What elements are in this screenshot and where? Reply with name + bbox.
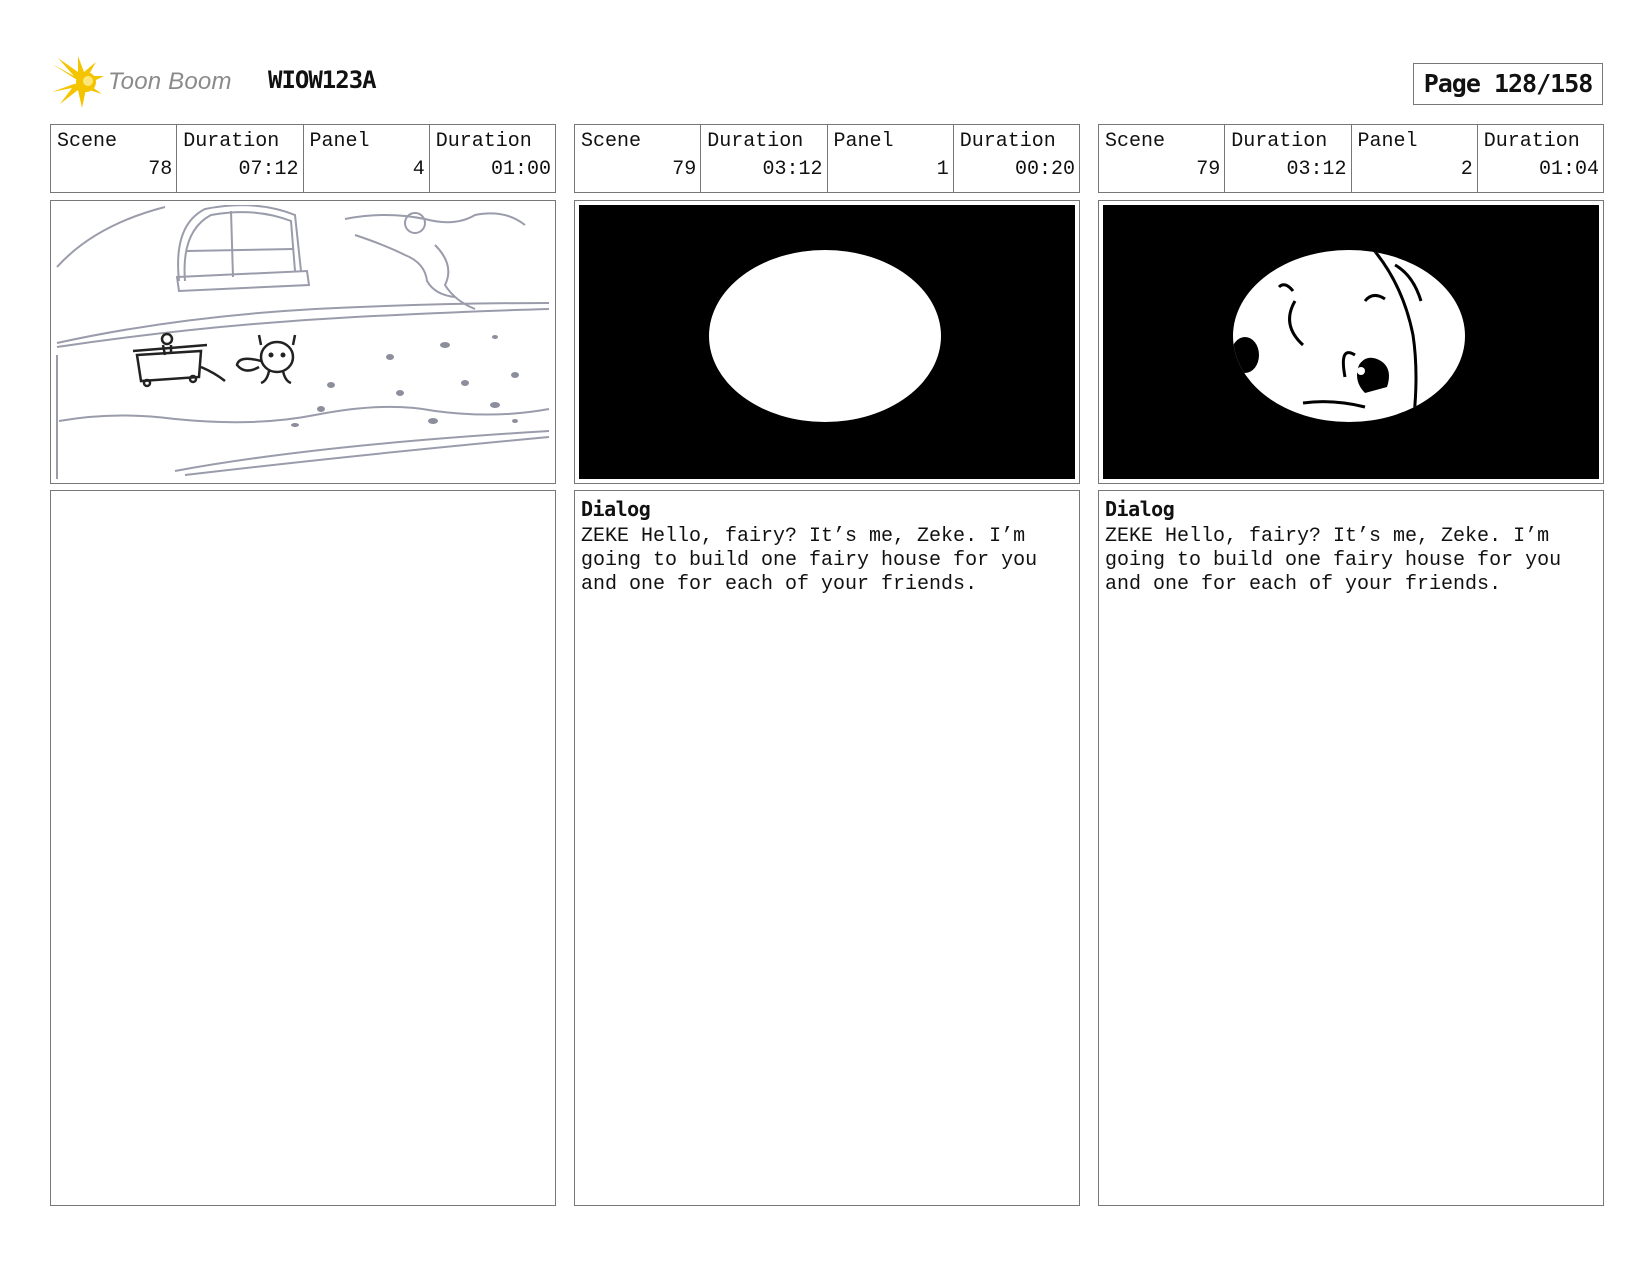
panel-info-table: [1098, 124, 1604, 193]
panel-value: 2: [1460, 158, 1473, 181]
scene-duration-value: 03:12: [1286, 158, 1347, 181]
scene-cell: [575, 125, 701, 192]
panel-info-table: [50, 124, 556, 193]
dialog-heading: Dialog: [581, 497, 651, 521]
scene-label: Scene: [57, 130, 118, 153]
burst-star-icon: [52, 56, 108, 110]
panel-cell: [304, 125, 430, 192]
iris-beaver-closeup-frame: [1103, 205, 1599, 479]
dialog-box: [574, 490, 1080, 1206]
duration-label: Duration: [183, 130, 280, 153]
dialog-heading: Dialog: [1105, 497, 1175, 521]
scene-label: Scene: [1105, 130, 1166, 153]
page-header: [0, 0, 1650, 120]
storyboard-frame: [50, 200, 556, 484]
storyboard-frame: [574, 200, 1080, 484]
duration-label: Duration: [707, 130, 804, 153]
project-code: WIOW123A: [268, 66, 376, 94]
iris-open-frame: [579, 205, 1075, 479]
scene-value: 79: [672, 158, 697, 181]
panel-value: 4: [412, 158, 425, 181]
panel-label: Panel: [833, 130, 894, 153]
panel-duration-value: 01:04: [1538, 158, 1599, 181]
panel-duration-cell: [1478, 125, 1603, 192]
panel-cell: [1352, 125, 1478, 192]
duration-label: Duration: [1483, 130, 1580, 153]
scene-duration-cell: [1225, 125, 1351, 192]
dialog-box: [1098, 490, 1604, 1206]
scene-cell: [1099, 125, 1225, 192]
panel-duration-cell: [430, 125, 555, 192]
dialog-text: ZEKE Hello, fairy? It’s me, Zeke. I’m going to build one fairy house for you and one for each of your friends.: [581, 525, 1038, 596]
duration-label: Duration: [435, 130, 532, 153]
scene-value: 79: [1196, 158, 1221, 181]
scene-value: 78: [148, 158, 173, 181]
panel-duration-value: 01:00: [490, 158, 551, 181]
scene-duration-cell: [177, 125, 303, 192]
dialog-text: ZEKE Hello, fairy? It’s me, Zeke. I’m going to build one fairy house for you and one for each of your friends.: [1105, 525, 1562, 596]
scene-duration-value: 07:12: [238, 158, 299, 181]
page-number: Page 128/158: [1413, 63, 1603, 105]
storyboard-frame: [1098, 200, 1604, 484]
panel-cell: [828, 125, 954, 192]
scene-label: Scene: [581, 130, 642, 153]
scene-duration-value: 03:12: [762, 158, 823, 181]
sketch-park-scene: [55, 205, 551, 479]
panel-duration-cell: [954, 125, 1079, 192]
toon-boom-logo: [52, 56, 252, 110]
panel-label: Panel: [309, 130, 370, 153]
logo-text: Toon Boom: [108, 68, 232, 95]
panel-label: Panel: [1357, 130, 1418, 153]
duration-label: Duration: [1231, 130, 1328, 153]
scene-cell: [51, 125, 177, 192]
panel-value: 1: [936, 158, 949, 181]
notes-box: [50, 490, 556, 1206]
panel-info-table: [574, 124, 1080, 193]
scene-duration-cell: [701, 125, 827, 192]
duration-label: Duration: [959, 130, 1056, 153]
panel-duration-value: 00:20: [1014, 158, 1075, 181]
